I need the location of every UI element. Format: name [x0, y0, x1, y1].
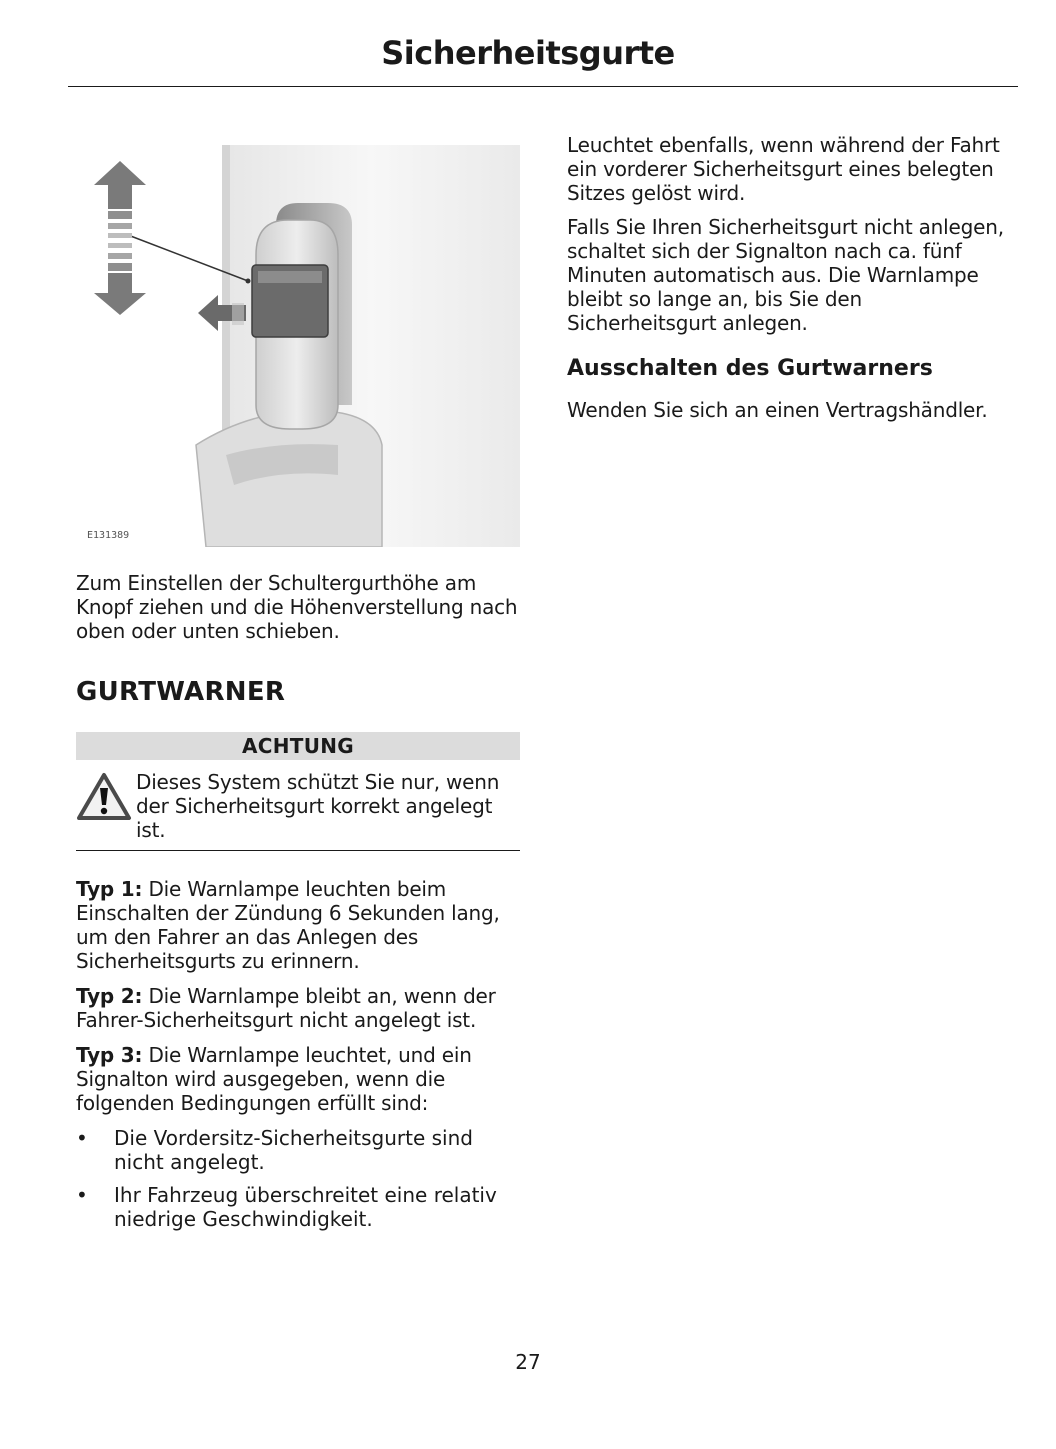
- type-2-paragraph: [76, 984, 520, 1032]
- type-3-text: Die Warnlampe leuchtet, und ein Signalton wird ausgegeben, wenn die folgenden Bedingungen erfüllt sind:: [76, 1043, 472, 1115]
- type-1-text: Die Warnlampe leuchten beim Einschalten der Zündung 6 Sekunden lang, um den Fahrer an das Anlegen des Sicherheitsgurts zu erinnern.: [76, 877, 500, 973]
- figure-code: E131389: [87, 530, 130, 541]
- list-item: [76, 1126, 520, 1174]
- bullet-icon: •: [76, 1183, 88, 1207]
- warning-text: Dieses System schützt Sie nur, wenn der Sicherheitsgurt korrekt angelegt ist.: [136, 770, 500, 842]
- condition-text: Die Vordersitz-Sicherheitsgurte sind nicht angelegt.: [114, 1126, 473, 1174]
- seatbelt-figure: [76, 145, 520, 547]
- type-1-label: Typ 1:: [76, 877, 143, 901]
- warning-triangle-icon: [76, 770, 136, 842]
- type-3-label: Typ 3:: [76, 1043, 143, 1067]
- warning-box: [76, 732, 520, 851]
- type-3-paragraph: [76, 1043, 520, 1115]
- right-paragraph: Leuchtet ebenfalls, wenn während der Fahrt ein vorderer Sicherheitsgurt eines belegten Sitzes gelöst wird.: [567, 133, 1000, 205]
- page-title: Sicherheitsgurte: [381, 34, 675, 72]
- type-1-paragraph: [76, 877, 520, 973]
- right-last-paragraph: Wenden Sie sich an einen Vertragshändler.: [567, 398, 988, 422]
- conditions-list: [76, 1126, 520, 1231]
- bullet-icon: •: [76, 1126, 88, 1150]
- seatbelt-height-adjuster-illustration: [76, 145, 520, 547]
- page-number: 27: [515, 1350, 541, 1374]
- header-divider: [68, 86, 1018, 87]
- type-2-text: Die Warnlampe bleibt an, wenn der Fahrer-Sicherheitsgurt nicht angelegt ist.: [76, 984, 496, 1032]
- right-column: [567, 133, 1017, 422]
- section-heading-gurtwarner: GURTWARNER: [76, 677, 286, 707]
- sub-heading-ausschalten: Ausschalten des Gurtwarners: [567, 356, 933, 381]
- left-column: [76, 145, 520, 1240]
- right-paragraph: Falls Sie Ihren Sicherheitsgurt nicht anlegen, schaltet sich der Signalton nach ca. fünf Minuten automatisch aus. Die Warnlampe bleibt so lange an, bis Sie den Sicherheitsgurt anlegen.: [567, 215, 1004, 335]
- list-item: [76, 1183, 520, 1231]
- figure-caption: Zum Einstellen der Schultergurthöhe am Knopf ziehen und die Höhenverstellung nach oben oder unten schieben.: [76, 571, 518, 643]
- warning-body: [76, 770, 520, 842]
- warning-title: ACHTUNG: [76, 732, 520, 760]
- condition-text: Ihr Fahrzeug überschreitet eine relativ niedrige Geschwindigkeit.: [114, 1183, 497, 1231]
- type-2-label: Typ 2:: [76, 984, 143, 1008]
